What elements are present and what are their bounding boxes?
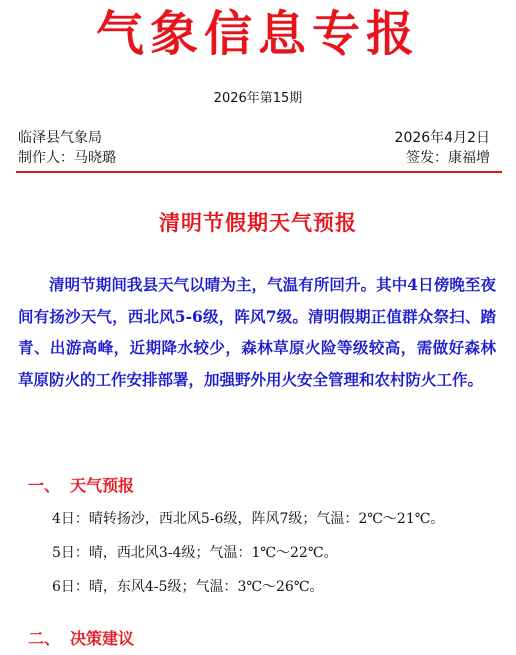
section-title: 决策建议 bbox=[70, 629, 135, 648]
issue-number: 2026年第15期 bbox=[213, 91, 303, 106]
forecast-day-4: 4日：晴转扬沙，西北风5-6级，阵风7级；气温：2℃～21℃。 bbox=[52, 511, 445, 527]
meta-row-office bbox=[18, 129, 490, 147]
signer-name: 签发：康福增 bbox=[406, 150, 490, 166]
masthead-title: 气象信息专报 bbox=[95, 6, 420, 62]
forecast-day-5: 5日：晴，西北风3-4级；气温：1℃～22℃。 bbox=[52, 545, 338, 561]
office-name: 临泽县气象局 bbox=[18, 130, 102, 146]
header-divider bbox=[16, 171, 502, 173]
section-heading-advice bbox=[28, 628, 134, 650]
section-heading-forecast bbox=[28, 475, 134, 497]
summary-paragraph: 清明节期间我县天气以晴为主，气温有所回升。其中4日傍晚至夜间有扬沙天气，西北风5-6级，阵风7级。清明假期正值群众祭扫、踏青、出游高峰，近期降水较少，森林草原火险等级较高，需做好森林草原防火的工作安排部署，加强野外用火安全管理和农村防火工作。 bbox=[18, 275, 496, 389]
meta-row-author bbox=[18, 149, 490, 167]
issue-date: 2026年4月2日 bbox=[394, 130, 490, 146]
author-name: 制作人：马晓璐 bbox=[18, 150, 116, 166]
section-number: 一、 bbox=[28, 476, 61, 495]
report-title: 清明节假期天气预报 bbox=[159, 210, 357, 235]
section-number: 二、 bbox=[28, 629, 61, 648]
section-title: 天气预报 bbox=[70, 476, 135, 495]
forecast-day-6: 6日：晴，东风4-5级；气温：3℃～26℃。 bbox=[52, 579, 324, 595]
